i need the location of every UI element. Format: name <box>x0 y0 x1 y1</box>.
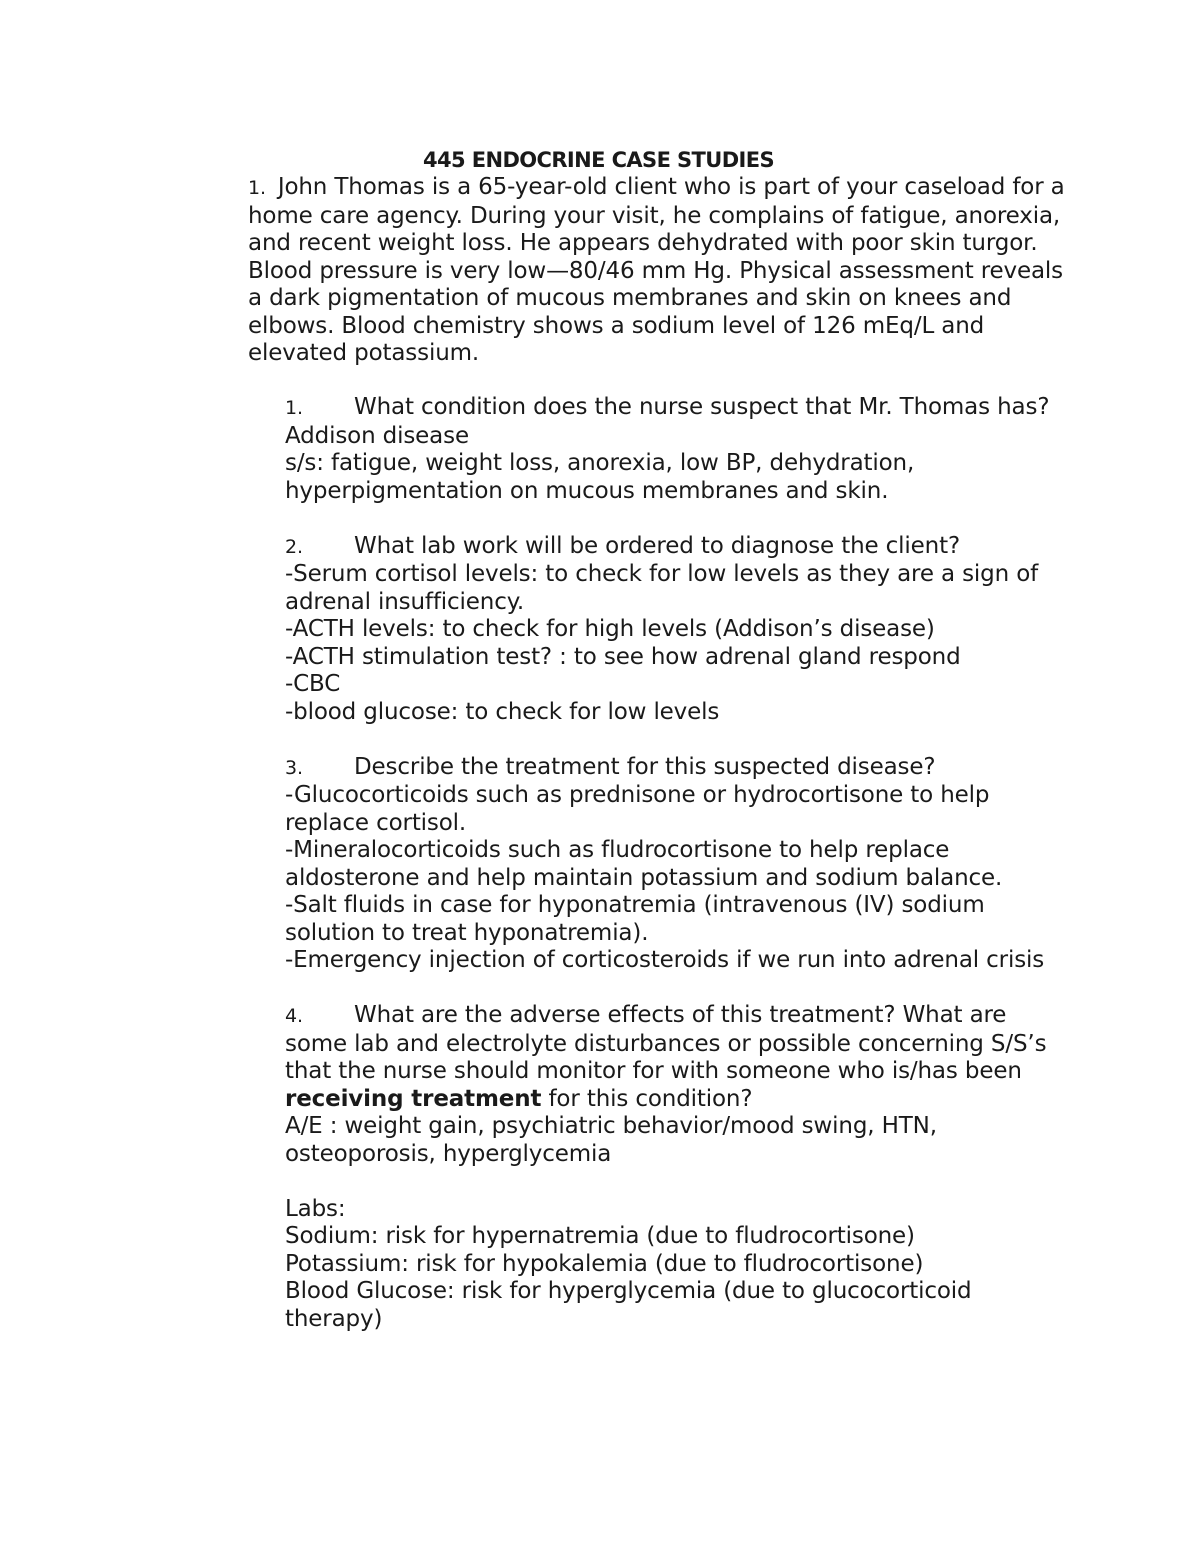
question-emphasis: receiving treatment <box>285 1085 542 1112</box>
question-text: What are the adverse effects of this treatment? What are some lab and electrolyte disturbances or possible concerning S/S’s that the nurse should monitor for with someone who is/has been <box>285 1002 1047 1084</box>
answer-line: -blood glucose: to check for low levels <box>285 698 720 725</box>
case-description <box>248 174 1078 368</box>
question-text: What lab work will be ordered to diagnose the client? <box>354 532 961 559</box>
question-2 <box>285 533 1075 727</box>
question-3 <box>285 754 1075 975</box>
answer-line: A/E : weight gain, psychiatric behavior/mood swing, HTN, osteoporosis, hyperglycemia <box>285 1113 937 1167</box>
labs-heading: Labs: <box>285 1195 346 1222</box>
question-4 <box>285 1002 1075 1333</box>
question-text: Describe the treatment for this suspected disease? <box>354 753 936 780</box>
lab-line: Blood Glucose: risk for hyperglycemia (due to glucocorticoid therapy) <box>285 1278 972 1332</box>
answer-line: -ACTH stimulation test? : to see how adrenal gland respond <box>285 643 961 670</box>
question-text-end: for this condition? <box>541 1085 753 1112</box>
question-list <box>285 394 1075 1361</box>
question-number: 3. <box>285 756 303 779</box>
document-title: 445 ENDOCRINE CASE STUDIES <box>423 148 775 172</box>
question-1 <box>285 394 1075 505</box>
question-text: What condition does the nurse suspect that Mr. Thomas has? <box>354 394 1050 420</box>
question-number: 4. <box>285 1005 303 1027</box>
answer-line: -Mineralocorticoids such as fludrocortisone to help replace aldosterone and help maintain potassium and sodium balance. <box>285 837 1003 891</box>
answer-line: s/s: fatigue, weight loss, anorexia, low BP, dehydration, hyperpigmentation on mucous membranes and skin. <box>285 450 915 504</box>
lab-line: Potassium: risk for hypokalemia (due to fludrocortisone) <box>285 1250 924 1277</box>
lab-line: Sodium: risk for hypernatremia (due to fludrocortisone) <box>285 1223 915 1249</box>
answer-line: -CBC <box>285 671 341 697</box>
answer-line: -Serum cortisol levels: to check for low levels as they are a sign of adrenal insufficiency. <box>285 561 1039 615</box>
answer-line: Addison disease <box>285 422 469 449</box>
question-number: 1. <box>285 397 303 419</box>
answer-line: -Salt fluids in case for hyponatremia (intravenous (IV) sodium solution to treat hyponatremia). <box>285 892 985 946</box>
case-text: John Thomas is a 65-year-old client who is part of your caseload for a home care agency. During your visit, he complains of fatigue, anorexia, and recent weight loss. He appears dehydrated with poor skin turgor. Blood pressure is very low—80/46 mm Hg. Physical assessment reveals a dark pigmentation of mucous membranes and skin on knees and elbows. Blood chemistry shows a sodium level of 126 mEq/L and elevated potassium. <box>248 174 1065 366</box>
answer-line: -ACTH levels: to check for high levels (Addison’s disease) <box>285 616 935 642</box>
question-number: 2. <box>285 535 303 558</box>
case-number: 1. <box>248 177 266 199</box>
answer-line: -Emergency injection of corticosteroids if we run into adrenal crisis <box>285 947 1045 973</box>
answer-line: -Glucocorticoids such as prednisone or hydrocortisone to help replace cortisol. <box>285 782 990 836</box>
